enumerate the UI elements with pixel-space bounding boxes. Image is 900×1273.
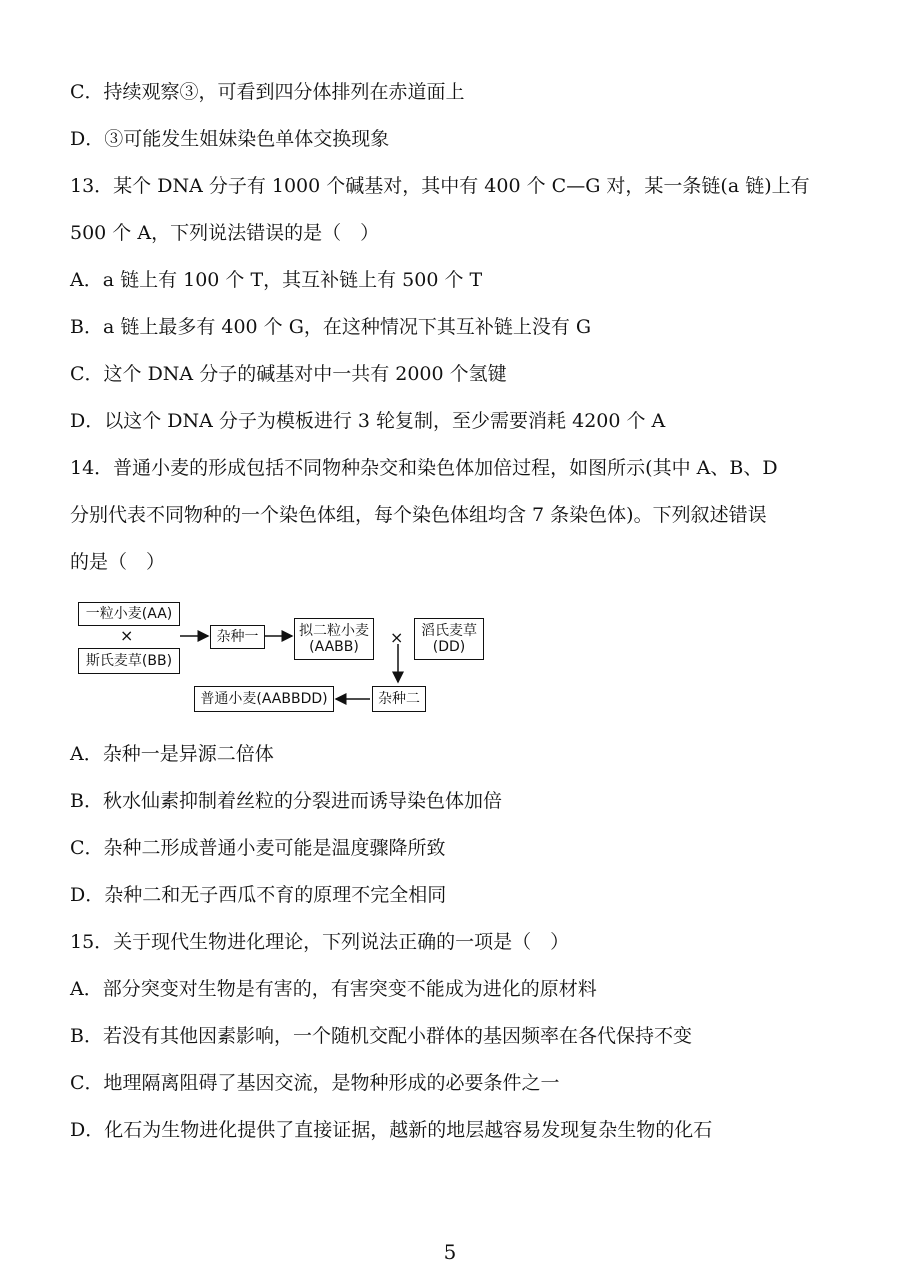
option-14b: B．秋水仙素抑制着丝粒的分裂进而诱导染色体加倍 bbox=[70, 790, 502, 812]
question-14-stem-line2: 分别代表不同物种的一个染色体组，每个染色体组均含 7 条染色体)。下列叙述错误 bbox=[70, 504, 767, 526]
option-15d: D．化石为生物进化提供了直接证据，越新的地层越容易发现复杂生物的化石 bbox=[70, 1119, 713, 1141]
question-13-stem-line2: 500 个 A，下列说法错误的是（ ） bbox=[70, 222, 380, 244]
option-14c: C．杂种二形成普通小麦可能是温度骤降所致 bbox=[70, 837, 446, 859]
option-13a: A．a 链上有 100 个 T，其互补链上有 500 个 T bbox=[70, 269, 483, 291]
emmer-box bbox=[294, 618, 374, 660]
hybrid2-label: 杂种二 bbox=[378, 691, 420, 707]
hybrid1-label: 杂种一 bbox=[216, 629, 259, 645]
question-13-stem-line1: 13．某个 DNA 分子有 1000 个碱基对，其中有 400 个 C—G 对，某一条链(a 链)上有 bbox=[70, 175, 810, 197]
option-12c: C．持续观察③，可看到四分体排列在赤道面上 bbox=[70, 81, 465, 103]
question-15-stem: 15．关于现代生物进化理论，下列说法正确的一项是（ ） bbox=[70, 931, 570, 953]
option-13c: C．这个 DNA 分子的碱基对中一共有 2000 个氢键 bbox=[70, 363, 507, 385]
question-14-stem-line1: 14．普通小麦的形成包括不同物种杂交和染色体加倍过程，如图所示(其中 A、B、D bbox=[70, 457, 778, 479]
option-12d: D．③可能发生姐妹染色单体交换现象 bbox=[70, 128, 390, 150]
option-14a: A．杂种一是异源二倍体 bbox=[70, 743, 274, 765]
page-number: 5 bbox=[443, 1240, 457, 1264]
option-13b: B．a 链上最多有 400 个 G，在这种情况下其互补链上没有 G bbox=[70, 316, 592, 338]
tauschii-box bbox=[414, 618, 484, 660]
emmer-label: 拟二粒小麦 bbox=[299, 623, 369, 639]
sitz-label: 斯氏麦草(BB) bbox=[85, 653, 173, 669]
common-wheat-box bbox=[194, 686, 334, 712]
question-14-stem-line3: 的是（ ） bbox=[70, 551, 166, 573]
tauschii-label: 滔氏麦草 bbox=[421, 623, 477, 639]
einkorn-label: 一粒小麦(AA) bbox=[85, 606, 173, 622]
emmer-genome: (AABB) bbox=[309, 639, 359, 655]
hybrid1-box bbox=[210, 625, 265, 649]
common-wheat-label: 普通小麦(AABBDD) bbox=[200, 691, 328, 707]
option-15a: A．部分突变对生物是有害的，有害突变不能成为进化的原材料 bbox=[70, 978, 597, 1000]
hybrid2-box bbox=[372, 686, 426, 712]
wheat-hybridization-diagram bbox=[70, 596, 490, 716]
option-15b: B．若没有其他因素影响，一个随机交配小群体的基因频率在各代保持不变 bbox=[70, 1025, 692, 1047]
option-15c: C．地理隔离阻碍了基因交流，是物种形成的必要条件之一 bbox=[70, 1072, 560, 1094]
einkorn-box bbox=[78, 602, 180, 626]
option-14d: D．杂种二和无子西瓜不育的原理不完全相同 bbox=[70, 884, 447, 906]
sitz-box bbox=[78, 648, 180, 674]
cross-symbol-2: × bbox=[390, 628, 404, 647]
tauschii-genome: (DD) bbox=[432, 639, 466, 655]
cross-symbol-1: × bbox=[120, 626, 134, 645]
option-13d: D．以这个 DNA 分子为模板进行 3 轮复制，至少需要消耗 4200 个 A bbox=[70, 410, 666, 432]
